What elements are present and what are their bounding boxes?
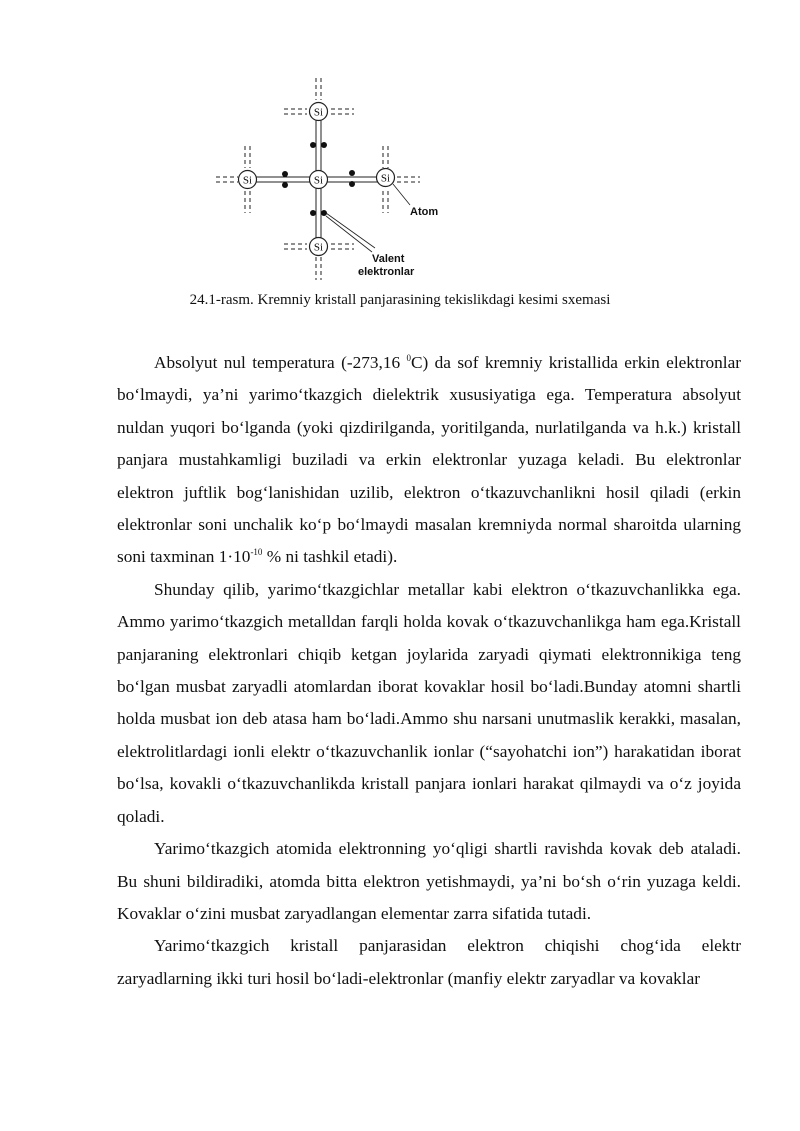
valent-label-line2: elektronlar xyxy=(358,266,415,278)
si-label-top: Si xyxy=(313,106,324,119)
p1-part-c: % ni tashkil etadi). xyxy=(262,547,398,567)
valent-label-line1: Valent xyxy=(372,253,405,265)
si-label-right: Si xyxy=(380,172,391,185)
si-label-center: Si xyxy=(313,174,324,187)
paragraph-1 xyxy=(117,347,741,574)
p1-part-a: Absolyut nul temperatura (-273,16 xyxy=(154,353,407,372)
paragraph-2: Shunday qilib, yarimo‘tkazgichlar metallar kabi elektron o‘tkazuvchanlikka ega. Ammo yarimo‘tkazgich metalldan farqli holda kovak o‘tkazuvchanlikga ham ega.Kristall panjaraning elektronlari chiqib ketgan joylarida zaryadi qiymati elektronnikiga teng bo‘lgan musbat zaryadli atomlardan iborat kovaklar hosil bo‘ladi.Bunday atomni shartli holda musbat ion deb atasa ham bo‘ladi.Ammo shu narsani unutmaslik kerakki, masalan, elektrolitlardagi ionli elektr o‘tkazuvchanlik ionlar (“sayohatchi ion”) harakatidan iborat bo‘lsa, kovakli o‘tkazuvchanlikda kristall panjara ionlari harakat qilmaydi va o‘z joyida qoladi. xyxy=(117,579,741,826)
figure-caption: 24.1-rasm. Kremniy kristall panjarasining tekislikdagi kesimi sxemasi xyxy=(189,292,611,308)
paragraph-3: Yarimo‘tkazgich atomida elektronning yo‘qligi shartli ravishda kovak deb ataladi. Bu shuni bildiradiki, atomda bitta elektron yetishmaydi, ya’ni bo‘sh o‘rin yuzaga keldi. Kovaklar o‘zini musbat zaryadlangan elementar zarra sifatida tutadi. xyxy=(117,839,741,923)
p1-superscript-exponent: -10 xyxy=(250,547,263,558)
silicon-lattice-diagram xyxy=(200,70,460,285)
si-label-bottom: Si xyxy=(313,241,324,254)
body-text xyxy=(117,347,741,995)
paragraph-4: Yarimo‘tkazgich kristall panjarasidan elektron chiqishi chog‘ida elektr zaryadlarning ikki turi hosil bo‘ladi-elektronlar (manfiy elektr zaryadlar va kovaklar xyxy=(117,936,741,988)
p1-superscript-degree: 0 xyxy=(406,353,411,364)
p1-part-b: C) da sof kremniy kristallida erkin elektronlar bo‘lmaydi, ya’ni yarimo‘tkazgich dielektrik xususiyatiga ega. Temperatura absolyut nuldan yuqori bo‘lganda (yoki qizdirilganda, yoritilganda, nurlatilganda va h.k.) kristall panjara mustahkamligi buziladi va erkin elektronlar yuzaga keladi. Bu elektronlar elektron juftlik bog‘lanishidan uzilib, elektron o‘tkazuvchanlikni hosil qiladi (erkin elektronlar soni unchalik ko‘p bo‘lmaydi masalan kremniyda normal sharoitda ularning soni taxminan 1·10 xyxy=(117,353,741,567)
si-label-left: Si xyxy=(242,174,253,187)
atom-label: Atom xyxy=(410,206,439,218)
